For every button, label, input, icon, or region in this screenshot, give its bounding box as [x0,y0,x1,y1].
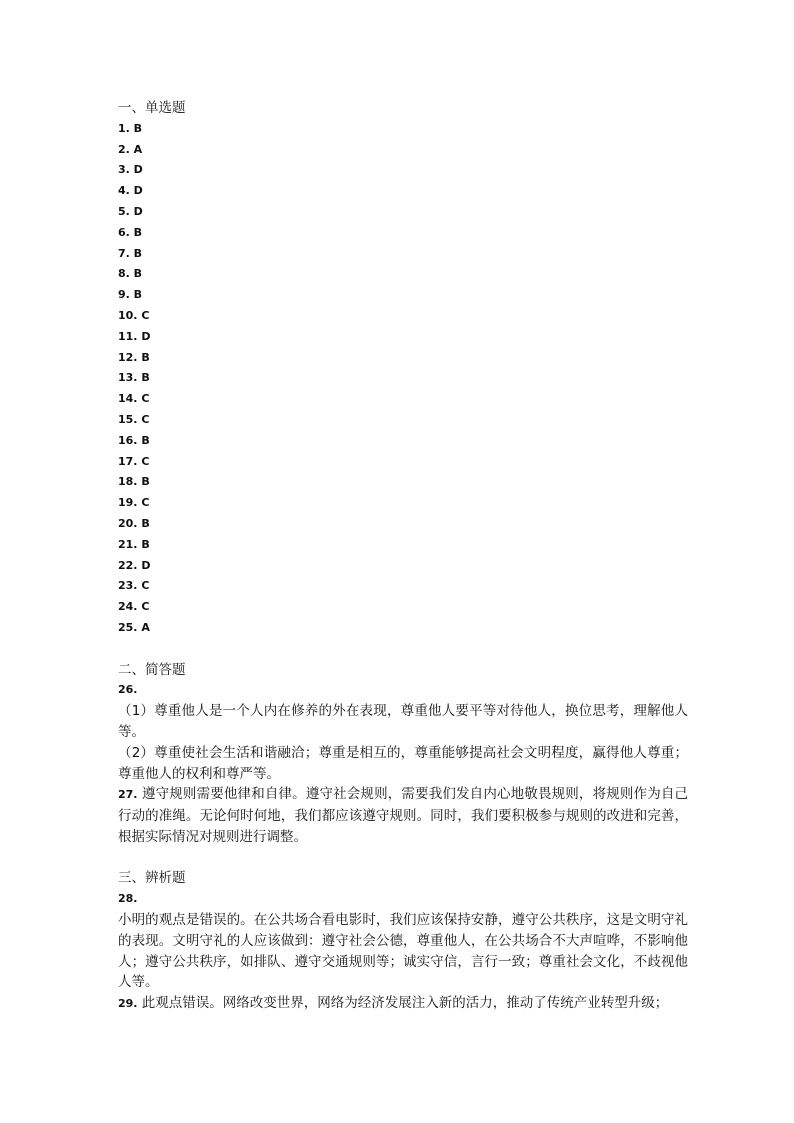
question-27 [118,784,688,847]
answer-item: 11. D [118,329,151,343]
question-26-label: 26. [118,683,138,697]
answer-item: 24. C [118,600,150,614]
question-26-part-2: （2）尊重使社会生活和谐融洽；尊重是相互的，尊重能够提高社会文明程度，赢得他人尊重；尊重他人的权利和尊严等。 [118,744,688,782]
question-27-text: 遵守规则需要他律和自律。遵守社会规则，需要我们发自内心地敬畏规则，将规则作为自己行动的准绳。无论何时何地，我们都应该遵守规则。同时，我们要积极参与规则的改进和完善，根据实际情况对规则进行调整。 [118,786,688,845]
answer-item: 23. C [118,579,150,593]
answer-item: 15. C [118,412,150,426]
answer-item: 21. B [118,537,150,551]
answer-item: 8. B [118,267,143,281]
answer-item: 18. B [118,475,150,489]
section-title-analysis: 三、辨析题 [118,870,186,887]
answer-item: 1. B [118,121,143,135]
answer-item: 12. B [118,350,150,364]
answer-item: 16. B [118,433,150,447]
question-29 [118,993,688,1015]
section-title-short-answer: 二、简答题 [118,661,186,678]
answer-item: 6. B [118,225,143,239]
question-28-label: 28. [118,892,138,906]
single-choice-answer-list [118,119,688,639]
answer-item: 9. B [118,288,143,302]
spacer [118,639,688,660]
question-29-text: 此观点错误。网络改变世界，网络为经济发展注入新的活力，推动了传统产业转型升级； [141,995,669,1012]
answer-item: 2. A [118,142,143,156]
question-28-text: 小明的观点是错误的。在公共场合看电影时，我们应该保持安静，遵守公共秩序，这是文明守礼的表现。文明守礼的人应该做到：遵守社会公德，尊重他人，在公共场合不大声喧哗，不影响他人；遵守公共秩序，如排队、遵守交通规则等；诚实守信，言行一致；尊重社会文化，不歧视他人等。 [118,912,688,991]
answer-document [118,98,688,1015]
question-27-label: 27. [118,788,138,802]
answer-item: 25. A [118,620,150,634]
answer-item: 20. B [118,516,150,530]
answer-item: 19. C [118,496,150,510]
question-26-part-1: （1）尊重他人是一个人内在修养的外在表现，尊重他人要平等对待他人，换位思考，理解他人等。 [118,703,688,740]
answer-item: 4. D [118,184,143,198]
question-29-label: 29. [118,997,138,1011]
answer-item: 10. C [118,308,150,322]
section-title-single-choice: 一、单选题 [118,100,186,116]
answer-item: 7. B [118,246,143,260]
answer-item: 3. D [118,163,143,177]
answer-item: 22. D [118,558,151,572]
answer-item: 17. C [118,454,150,468]
answer-item: 14. C [118,392,150,406]
answer-item: 13. B [118,371,150,385]
spacer [118,848,688,869]
answer-item: 5. D [118,204,143,218]
